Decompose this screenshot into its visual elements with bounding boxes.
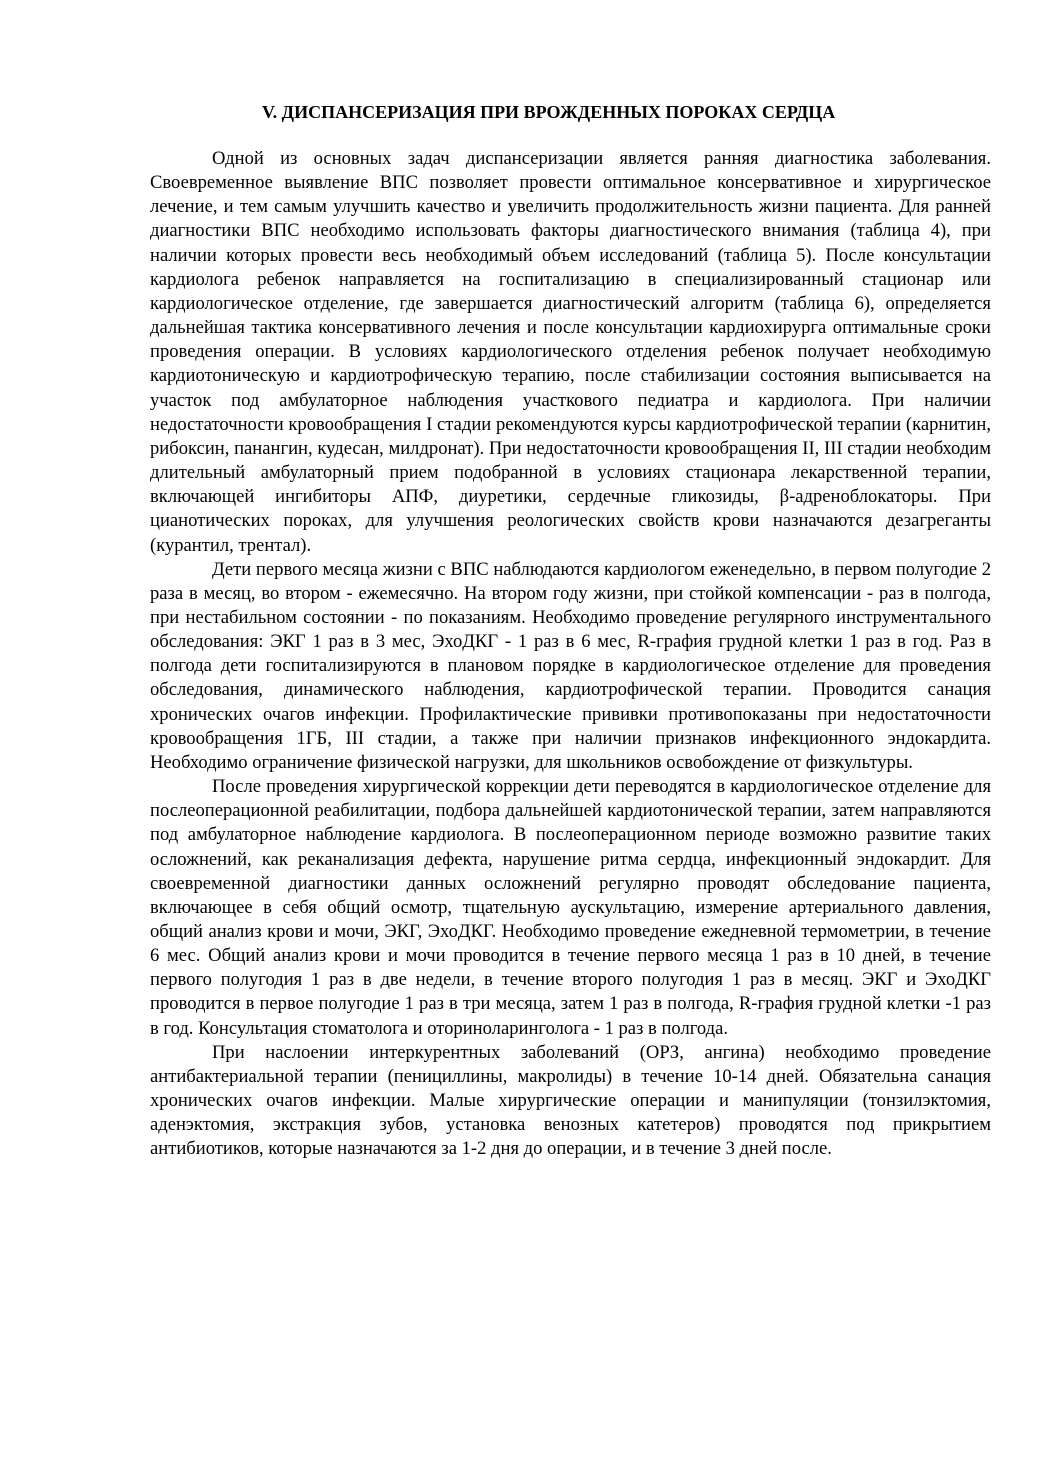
- paragraph: Одной из основных задач диспансеризации является ранняя диагностика заболевания. Своевременное выявление ВПС позволяет провести оптимальное консервативное и хирургическое лечение, и тем самым улучшить качество и увеличить продолжительность жизни пациента. Для ранней диагностики ВПС необходимо использовать факторы диагностического внимания (таблица 4), при наличии которых провести весь необходимый объем исследований (таблица 5). После консультации кардиолога ребенок направляется на госпитализацию в специализированный стационар или кардиологическое отделение, где завершается диагностический алгоритм (таблица 6), определяется дальнейшая тактика консервативного лечения и после консультации кардиохирурга оптимальные сроки проведения операции. В условиях кардиологического отделения ребенок получает необходимую кардиотоническую и кардиотрофическую терапию, после стабилизации состояния выписывается на участок под амбулаторное наблюдения участкового педиатра и кардиолога. При наличии недостаточности кровообращения I стадии рекомендуются курсы кардиотрофической терапии (карнитин, рибоксин, панангин, кудесан, милдронат). При недостаточности кровообращения II, III стадии необходим длительный амбулаторный прием подобранной в условиях стационара лекарственной терапии, включающей ингибиторы АПФ, диуретики, сердечные гликозиды, β-адреноблокаторы. При цианотических пороках, для улучшения реологических свойств крови назначаются дезагреганты (курантил, трентал).: [150, 148, 991, 556]
- paragraph: Дети первого месяца жизни с ВПС наблюдаются кардиологом еженедельно, в первом полугодие 2 раза в месяц, во втором - ежемесячно. На втором году жизни, при стойкой компенсации - раз в полгода, при нестабильном состоянии - по показаниям. Необходимо проведение регулярного инструментального обследования: ЭКГ 1 раз в 3 мес, ЭхоДКГ - 1 раз в 6 мес, R-графия грудной клетки 1 раз в год. Раз в полгода дети госпитализируются в плановом порядке в кардиологическое отделение для проведения обследования, динамического наблюдения, кардиотрофической терапии. Проводится санация хронических очагов инфекции. Профилактические прививки противопоказаны при недостаточности кровообращения 1ГБ, III стадии, а также при наличии признаков инфекционного эндокардита. Необходимо ограничение физической нагрузки, для школьников освобождение от физкультуры.: [150, 558, 991, 773]
- section-title: V. ДИСПАНСЕРИЗАЦИЯ ПРИ ВРОЖДЕННЫХ ПОРОКАХ СЕРДЦА: [262, 102, 836, 122]
- paragraph: После проведения хирургической коррекции дети переводятся в кардиологическое отделение для послеоперационной реабилитации, подбора дальнейшей кардиотонической терапии, затем направляются под амбулаторное наблюдение кардиолога. В послеоперационном периоде возможно развитие таких осложнений, как реканализация дефекта, нарушение ритма сердца, инфекционный эндокардит. Для своевременной диагностики данных осложнений регулярно проводят обследование пациента, включающее в себя общий осмотр, тщательную аускультацию, измерение артериального давления, общий анализ крови и мочи, ЭКГ, ЭхоДКГ. Необходимо проведение ежедневной термометрии, в течение 6 мес. Общий анализ крови и мочи проводится в течение первого месяца 1 раз в 10 дней, в течение первого полугодия 1 раз в две недели, в течение второго полугодия 1 раз в месяц. ЭКГ и ЭхоДКГ проводится в первое полугодие 1 раз в три месяца, затем 1 раз в полгода, R-графия грудной клетки -1 раз в год. Консультация стоматолога и оториноларинголога - 1 раз в полгода.: [150, 776, 991, 1039]
- paragraph: При наслоении интеркурентных заболеваний (ОРЗ, ангина) необходимо проведение антибактериальной терапии (пенициллины, макролиды) в течение 10-14 дней. Обязательна санация хронических очагов инфекции. Малые хирургические операции и манипуляции (тонзилэктомия, аденэктомия, экстракция зубов, установка венозных катетеров) проводятся под прикрытием антибиотиков, которые назначаются за 1-2 дня до операции, и в течение 3 дней после.: [150, 1041, 991, 1160]
- document-body: [150, 147, 991, 1162]
